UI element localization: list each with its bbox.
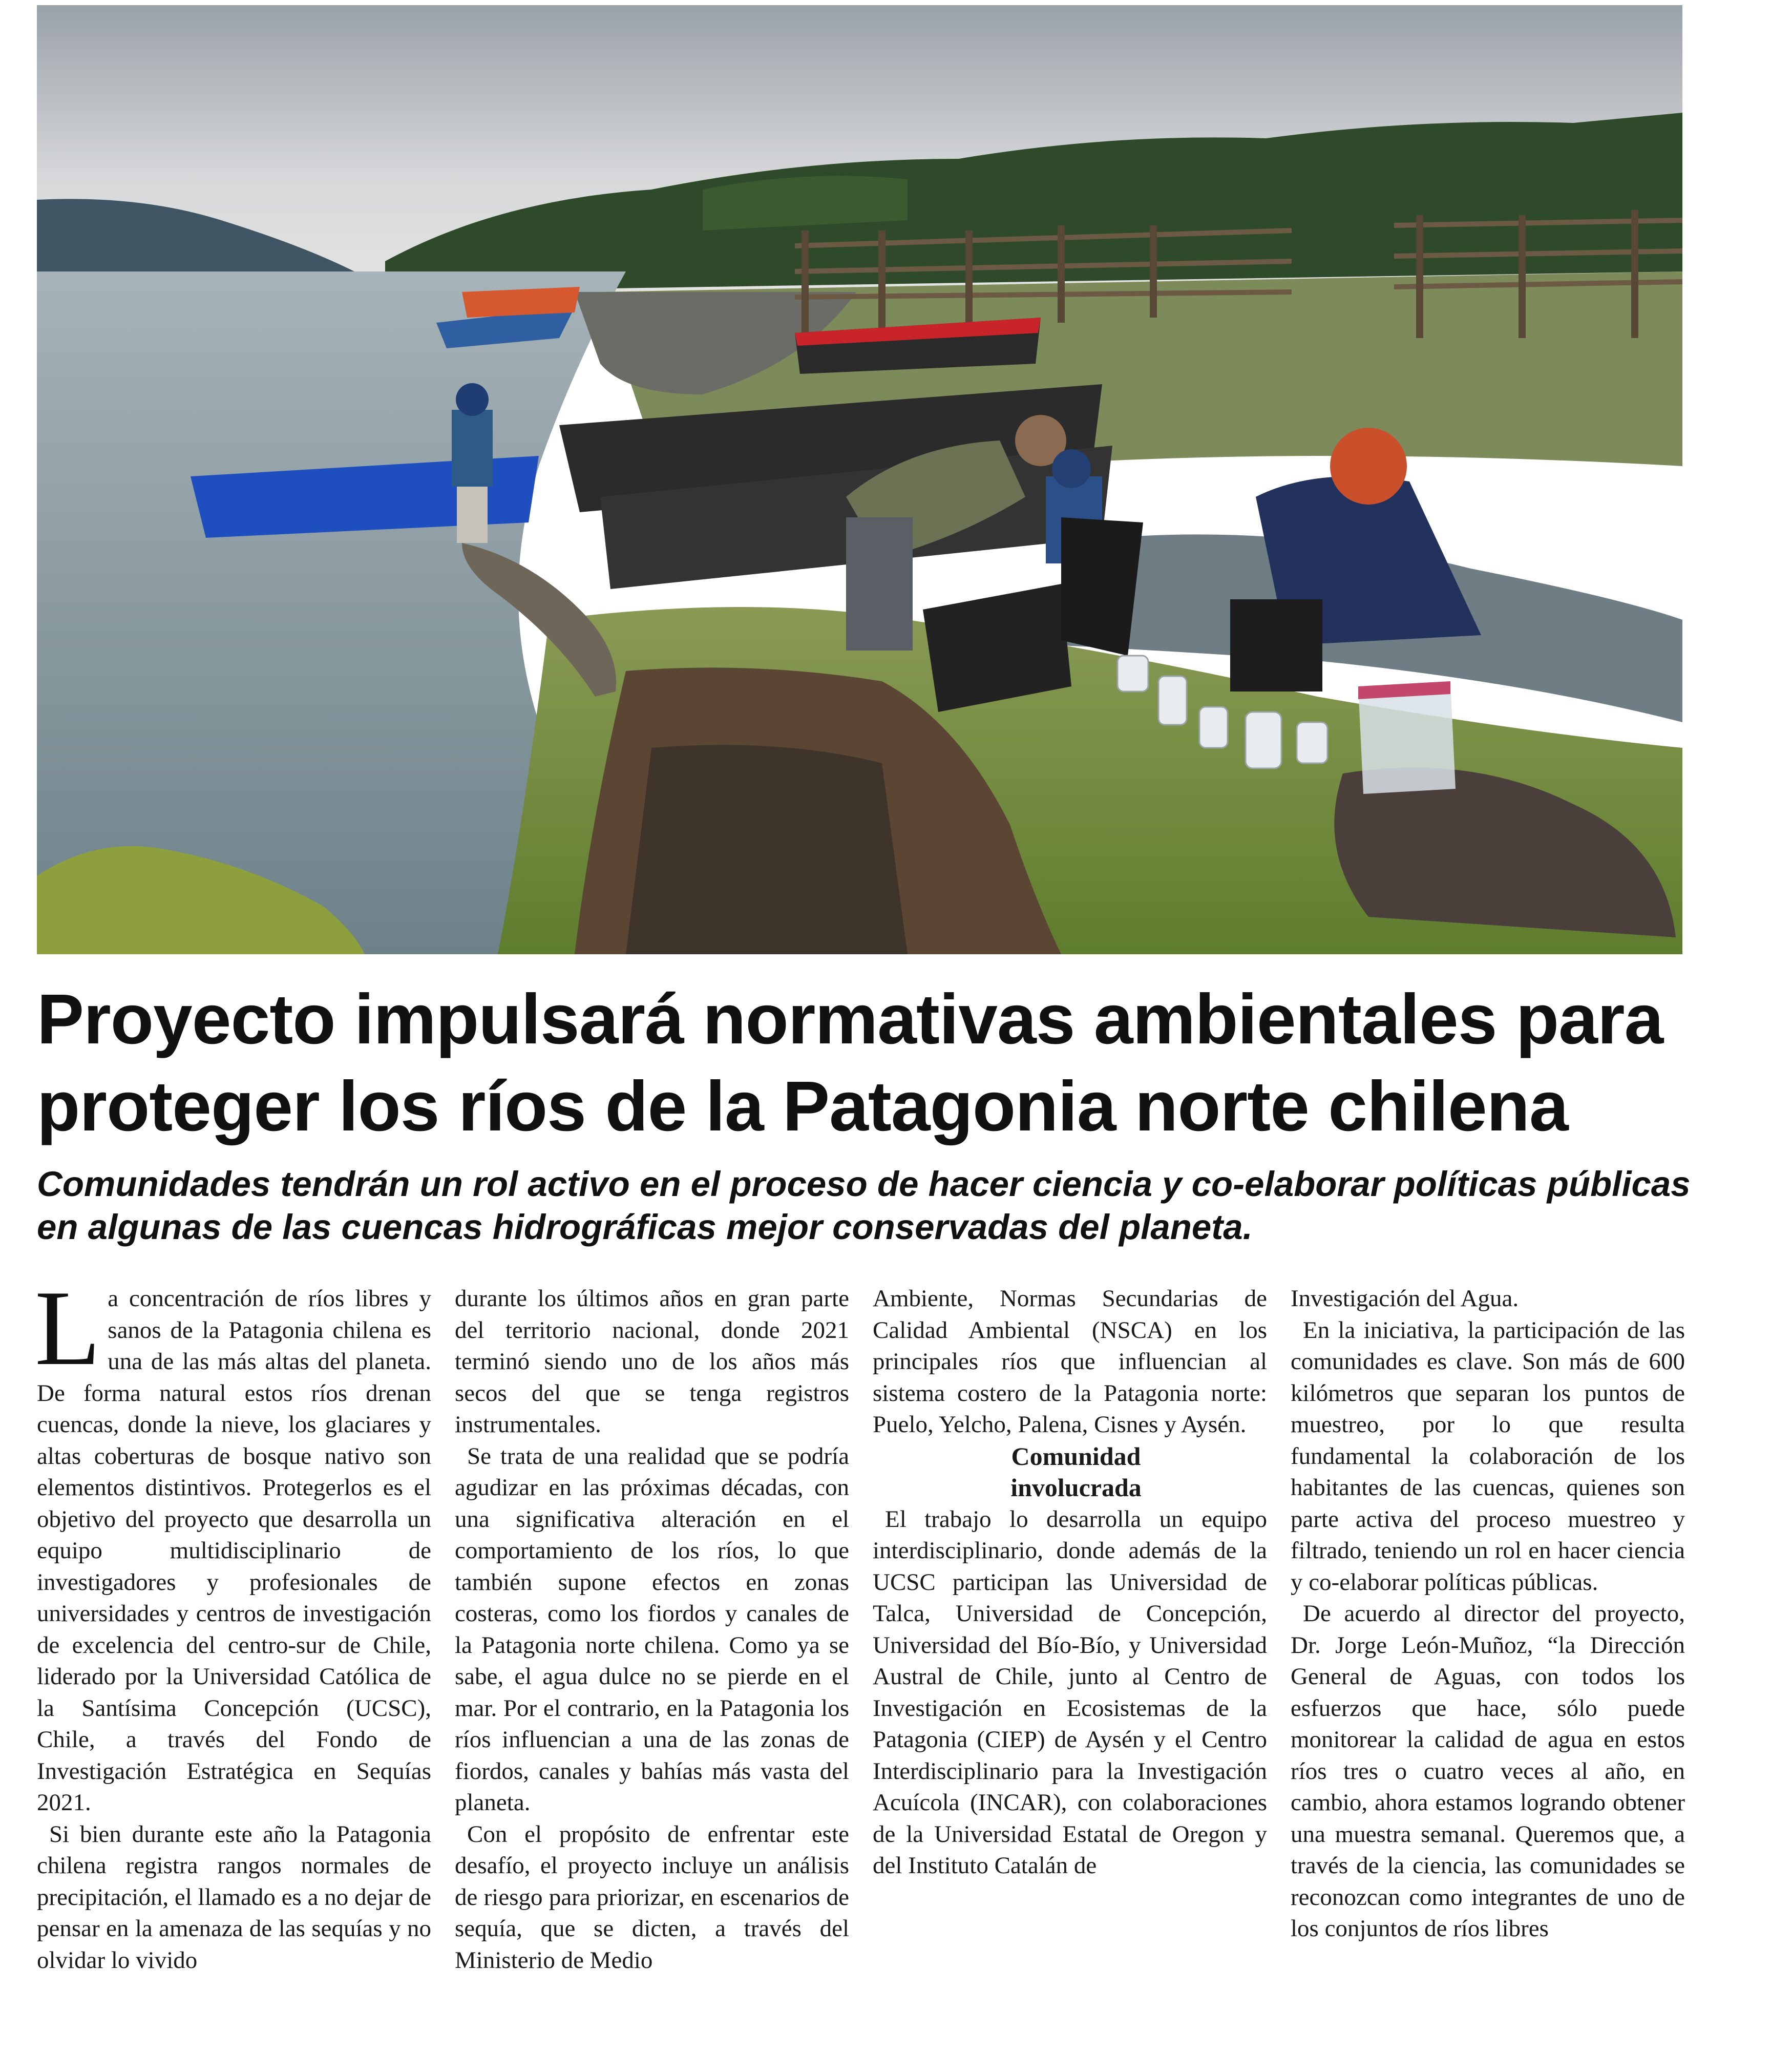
deck-line-1: Comunidades tendrán un rol activo en el proceso de hacer ciencia y co-elaborar políticas públicas [37, 1164, 1691, 1204]
article-photo [37, 5, 1682, 954]
body-column-1 [35, 1269, 431, 1976]
body-paragraph-5-part-1: El trabajo lo desarrolla un equipo interdisciplinario, donde además de la UCSC participan las Universidad de Talca, Universidad de Concepción, Universidad del Bío-Bío, y Universidad Austral de Chile, junto al Centro de Investigación en Ecosistemas de la Patagonia (CIEP) de Aysén y el Centro Interdisciplinario para la Investigación Acuícola (INCAR), con colaboraciones de la Universidad Estatal de Oregon y del Instituto Catalán de [873, 1505, 1267, 1879]
subhead-line-2: involucrada [1010, 1473, 1142, 1502]
body-paragraph-7: De acuerdo al director del proyecto, Dr. Jorge León-Muñoz, “la Dirección General de Aguas, con todos los esfuerzos que hace, sólo puede monitorear la calidad de agua en estos ríos tres o cuatro veces al año, en cambio, ahora estamos logrando obtener una muestra semanal. Queremos que, a través de la ciencia, las comunidades se reconozcan como integrantes de uno de los conjuntos de ríos libres [1291, 1600, 1685, 1942]
body-paragraph-1-text: a concentración de ríos libres y sanos de la Patagonia chilena es una de las más altas del planeta. De forma natural estos ríos drenan cuencas, donde la nieve, los glaciares y altas coberturas de bosque nativo son elementos distintivos. Protegerlos es el objetivo del proyecto que desarrolla un equipo multidisciplinario de investigadores y profesionales de universidades y centros de investigación de excelencia del centro-sur de Chile, liderado por la Universidad Católica de la Santísima Concepción (UCSC), Chile, a través del Fondo de Investigación Estratégica en Sequías 2021. [37, 1285, 431, 1816]
deck-line-2: en algunas de las cuencas hidrográficas mejor conservadas del planeta. [37, 1207, 1253, 1247]
section-subhead [873, 1441, 1267, 1504]
article-headline [37, 976, 1727, 1150]
body-column-4 [1291, 1283, 1685, 1945]
body-paragraph-4-part-1: Con el propósito de enfrentar este desafío, el proyecto incluye un análisis de riesgo para priorizar, en escenarios de sequía, que se dicten, a través del Ministerio de Medio [455, 1820, 849, 1974]
body-paragraph-2-part-2: durante los últimos años en gran parte del territorio nacional, donde 2021 terminó siendo uno de los años más secos del que se tenga registros instrumentales. [455, 1285, 849, 1438]
article-deck [37, 1163, 1727, 1249]
body-paragraph-5-part-2: Investigación del Agua. [1291, 1285, 1519, 1312]
body-paragraph-6: En la iniciativa, la participación de las comunidades es clave. Son más de 600 kilómetros que separan los puntos de muestreo, por lo que resulta fundamental la colaboración de los habitantes de las cuencas, quienes son parte activa del proceso muestreo y filtrado, teniendo un rol en hacer ciencia y co-elaborar políticas públicas. [1291, 1316, 1685, 1596]
body-column-2 [455, 1283, 849, 1976]
river-sampling-photo-icon [37, 5, 1682, 954]
body-paragraph-2-part-1: Si bien durante este año la Patagonia chilena registra rangos normales de precipitación, el llamado es a no dejar de pensar en la amenaza de las sequías y no olvidar lo vivido [37, 1820, 431, 1974]
headline-line-1: Proyecto impulsará normativas ambientales para [37, 980, 1663, 1059]
body-paragraph-3: Se trata de una realidad que se podría agudizar en las próximas décadas, con una significativa alteración en el comportamiento de los ríos, lo que también supone efectos en zonas costeras, como los fiordos y canales de la Patagonia norte chilena. Como ya se sabe, el agua dulce no se pierde en el mar. Por el contrario, en la Patagonia los ríos influencian a una de las zonas de fiordos, canales y bahías más vasta del planeta. [455, 1442, 849, 1816]
subhead-line-1: Comunidad [1011, 1441, 1141, 1471]
drop-cap: L [35, 1269, 101, 1388]
body-column-3 [873, 1283, 1267, 1882]
body-paragraph-1 [35, 1269, 431, 1819]
headline-line-2: proteger los ríos de la Patagonia norte chilena [37, 1067, 1568, 1146]
body-paragraph-4-part-2: Ambiente, Normas Secundarias de Calidad Ambiental (NSCA) en los principales ríos que influencian al sistema costero de la Patagonia norte: Puelo, Yelcho, Palena, Cisnes y Aysén. [873, 1285, 1267, 1438]
